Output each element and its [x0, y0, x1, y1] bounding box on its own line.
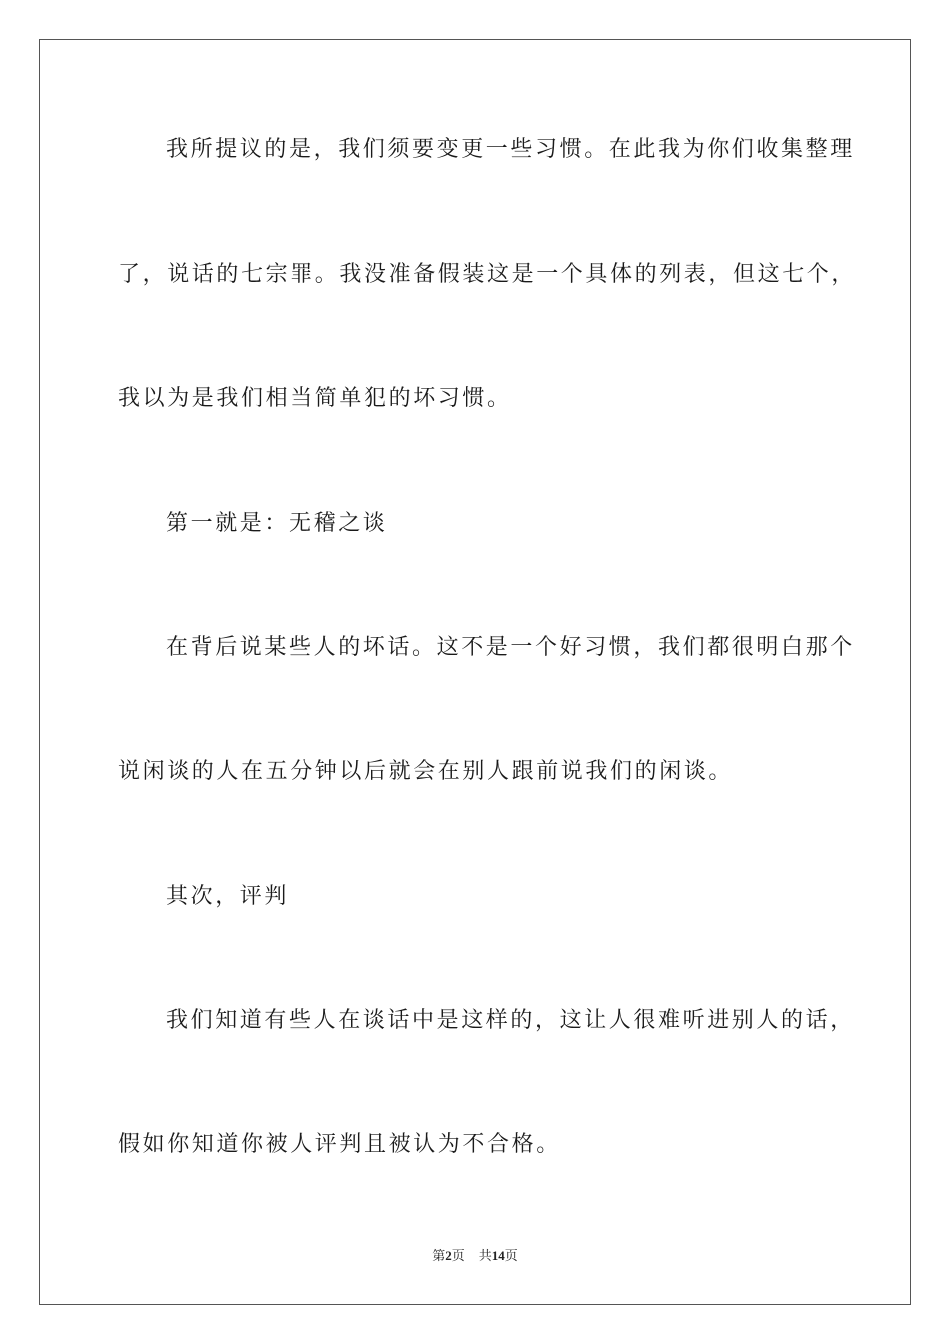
paragraph-line-7: 假如你知道你被人评判且被认为不合格。	[118, 1132, 561, 1157]
paragraph-line-3: 我以为是我们相当简单犯的坏习惯。	[118, 386, 512, 411]
paragraph-line-2: 了，说话的七宗罪。我没准备假装这是一个具体的列表，但这七个，	[118, 262, 857, 287]
page-border	[39, 39, 911, 1305]
paragraph-line-4: 在背后说某些人的坏话。这不是一个好习惯，我们都很明白那个	[166, 635, 855, 660]
total-suffix: 页	[504, 1248, 518, 1263]
paragraph-line-1: 我所提议的是，我们须要变更一些习惯。在此我为你们收集整理	[166, 137, 855, 162]
total-prefix: 共	[478, 1248, 492, 1263]
paragraph-line-6: 我们知道有些人在谈话中是这样的，这让人很难听进别人的话，	[166, 1008, 855, 1033]
section-heading-1: 第一就是：无稽之谈	[166, 511, 388, 536]
total-pages: 14	[491, 1248, 505, 1263]
paragraph-line-5: 说闲谈的人在五分钟以后就会在别人跟前说我们的闲谈。	[118, 759, 734, 784]
page-footer	[0, 1247, 950, 1265]
page-number: 2	[445, 1248, 452, 1263]
page-prefix: 第	[432, 1248, 446, 1263]
section-heading-2: 其次，评判	[166, 884, 290, 909]
page-suffix: 页	[451, 1248, 465, 1263]
